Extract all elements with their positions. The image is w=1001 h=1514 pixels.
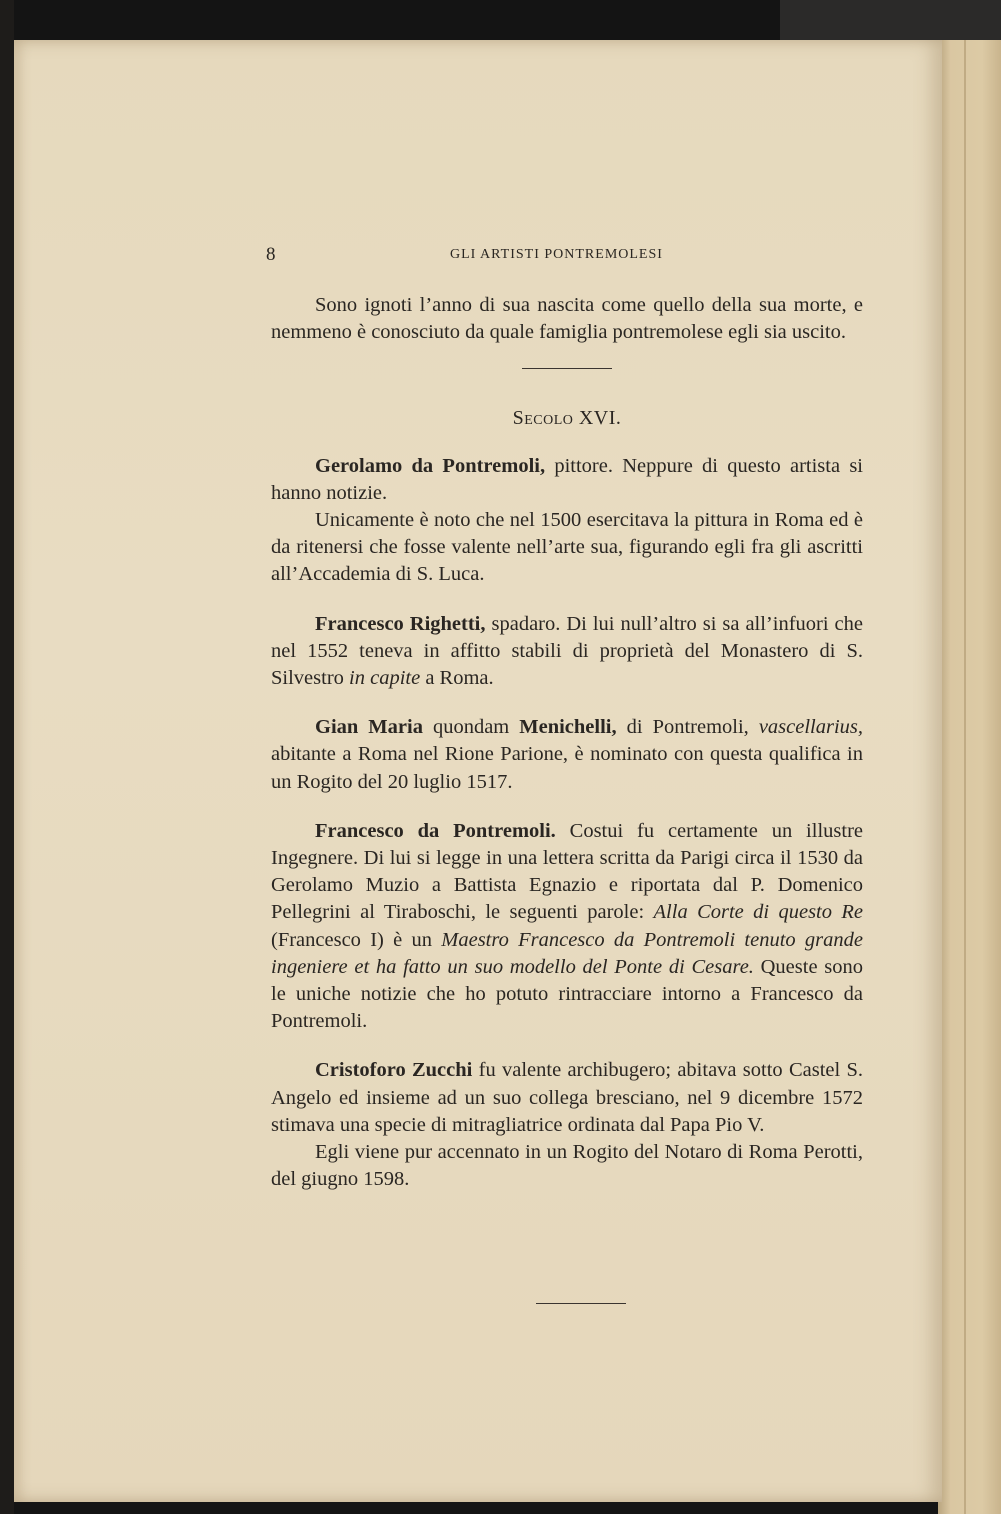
entry-zucchi: Cristoforo Zucchi fu valente archibugero; abitava sotto Castel S. Angelo ed insieme ad un suo collega bresciano, nel 9 dicembre 1572 stimava una specie di mitragliatrice ordinata dal Papa Pio V. [271, 1059, 863, 1136]
entry-zucchi-continued: Egli viene pur accennato in un Rogito del Notaro di Roma Perotti, del giugno 1598. [271, 1141, 863, 1191]
page-body [271, 292, 863, 1193]
entry-name: Cristoforo Zucchi [315, 1059, 473, 1082]
entry-menichelli: Gian Maria quondam Menichelli, di Pontremoli, vascellarius, abitante a Roma nel Rione Parione, è nominato con questa qualifica in un Rogito del 20 luglio 1517. [271, 716, 864, 793]
running-head: GLI ARTISTI PONTREMOLESI [450, 247, 663, 262]
entry-name: Menichelli, [519, 716, 617, 739]
background-edge [0, 0, 14, 1514]
entry-gerolamo-continued: Unicamente è noto che nel 1500 esercitava la pittura in Roma ed è da ritenersi che fosse valente nell’arte sua, figurando egli fra gli ascritti all’Accademia di S. Luca. [271, 509, 863, 586]
closing-divider [536, 1303, 626, 1304]
entry-gerolamo: Gerolamo da Pontremoli, pittore. Neppure di questo artista si hanno notizie. [271, 454, 863, 504]
section-title: Secolo XVI. [512, 407, 622, 430]
book-page [14, 40, 942, 1502]
page-header [14, 244, 942, 270]
intro-paragraph: Sono ignoti l’anno di sua nascita come quello della sua morte, e nemmeno è conosciuto da quale famiglia pontremolese egli sia uscito. [271, 294, 863, 344]
entry-name: Gian Maria [315, 716, 423, 739]
next-page-edge [938, 40, 1001, 1514]
background-top [780, 0, 1001, 42]
entry-name: Francesco da Pontremoli. [315, 819, 556, 842]
page-number: 8 [266, 244, 276, 265]
entry-name: Gerolamo da Pontremoli, [315, 454, 546, 477]
entry-righetti: Francesco Righetti, spadaro. Di lui null’altro si sa all’infuori che nel 1552 teneva in affitto stabili di proprietà del Monastero di S. Silvestro in capite a Roma. [271, 612, 863, 690]
entry-francesco-da-pontremoli: Francesco da Pontremoli. Costui fu certamente un illustre Ingegnere. Di lui si legge in una lettera scritta da Parigi circa il 1530 da Gerolamo Muzio a Battista Egnazio e riportata dal P. Domenico Pellegrini al Tiraboschi, le seguenti parole: Alla Corte di questo Re (Francesco I) è un Maestro Francesco da Pontremoli tenuto grande ingeniere et ha fatto un suo modello del Ponte di Cesare. Queste sono le uniche notizie che ho potuto rintracciare intorno a Francesco da Pontremoli. [271, 819, 864, 1033]
entry-name: Francesco Righetti, [315, 612, 486, 635]
